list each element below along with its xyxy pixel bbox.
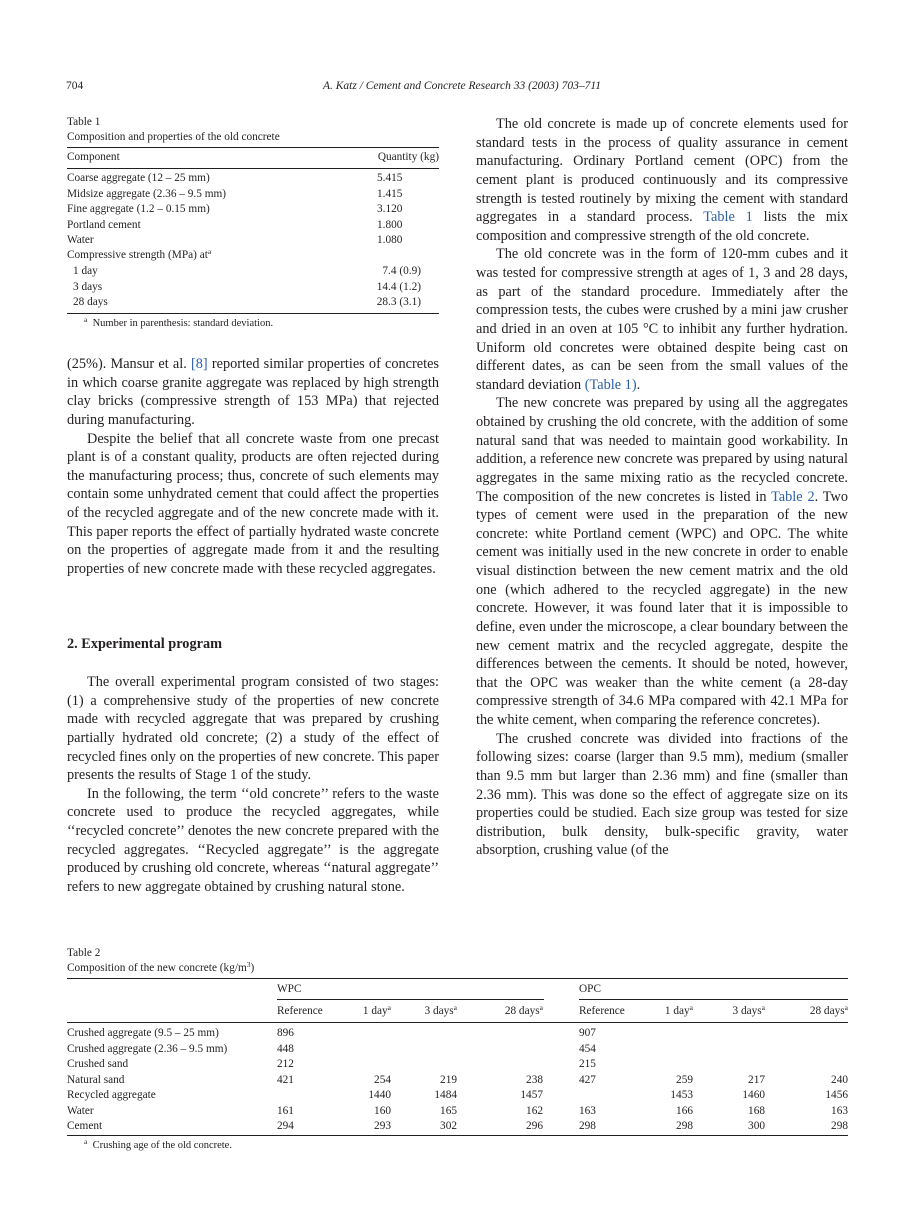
paragraph [476, 245, 848, 394]
table-1-top-rule [67, 147, 439, 148]
table-2-cell: 1457 [520, 1089, 543, 1101]
table-2-col-label: 1 day [362, 1005, 388, 1017]
table-2-col-3days [732, 1005, 765, 1017]
table-2-col-mark: a [539, 1003, 543, 1012]
table-2-footnote-text: Crushing age of the old concrete. [92, 1140, 232, 1151]
table-2-top-rule [67, 978, 848, 979]
right-column [476, 115, 848, 860]
paragraph: Despite the belief that all concrete waste from one precast plant is of a constant quality, products are often rejected during the manufacturing process; thus, concrete of such elements may contain some unhydrated cement that could affect the properties of the recycled aggregate and of the new concrete made with it. This paper reports the effect of partially hydrated waste concrete on the properties of aggregate made from it and the resulting properties of new concrete made with these recycled aggregates. [67, 430, 439, 577]
paragraph-text: . Two types of cement were used in the preparation of the new concrete: white Portland cement (WPC) and OPC. The white cement was initially used in the new concrete in order to enable visual distinction between the new cement matrix and the old one (which adhered to the recycled aggregate) in the new concrete. However, it was found later that it is impossible to define, even under the microscope, a clear boundary between the new cement matrix and the recycled aggregate, despite the differences between the cements. It should be noted, however, that the OPC was weaker than the white cement (a 28-day compressive strength of 34.6 MPa compared with 42.1 MPa for the white cement, when comparing the reference concretes). [476, 488, 848, 728]
table-cell-quantity: 1.415 [377, 187, 403, 200]
table-2-cell: 907 [579, 1027, 596, 1039]
table-2-cell: 217 [748, 1073, 765, 1086]
table-2-row-label: Crushed aggregate (2.36 – 9.5 mm) [67, 1042, 228, 1055]
table-row [67, 219, 439, 235]
table-2-link[interactable]: Table 2 [771, 488, 815, 505]
table-2-header-rule [67, 1022, 848, 1023]
table-2-cell: 168 [748, 1104, 765, 1117]
table-cell-strength: 14.4 (1.2) [376, 280, 421, 293]
table-2-cell: 166 [676, 1104, 693, 1117]
table-2-col-mark: a [761, 1003, 765, 1012]
paragraph-text: The old concrete was in the form of 120-mm cubes and it was tested for compressive strength at ages of 1, 3 and 28 days, as part of the standard procedure. Immediately after the compression tests, the cubes were crushed by a mini jaw crusher and dried in an oven at 105 °C to inhibit any further hydration. Uniform old concretes were obtained despite being cast on different dates, as can be seen from the small values of the standard deviation [476, 246, 848, 393]
table-2-col-28days [810, 1005, 848, 1017]
table-2-cell: 160 [374, 1104, 391, 1117]
table-cell-quantity: 1.800 [377, 218, 403, 231]
left-column-upper [67, 355, 439, 579]
paragraph [476, 115, 848, 245]
table-cell-quantity: 3.120 [377, 203, 403, 215]
left-column-lower [67, 673, 439, 897]
table-2-cell: 293 [374, 1120, 391, 1132]
table-2-row-label: Crushed aggregate (9.5 – 25 mm) [67, 1027, 219, 1039]
table-2-cell: 448 [277, 1042, 294, 1055]
reference-link-8[interactable]: [8] [190, 356, 208, 372]
paragraph-text: . [636, 376, 641, 393]
table-2-cell: 296 [526, 1120, 543, 1132]
table-2-cell: 215 [579, 1058, 596, 1070]
table-2-row-label: Natural sand [67, 1073, 125, 1086]
section-heading: 2. Experimental program [67, 636, 222, 652]
table-2-col-mark: a [387, 1003, 391, 1012]
table-2-cell: 298 [831, 1120, 848, 1132]
table-1-bottom-rule [67, 313, 439, 314]
table-cell-component: Water [67, 234, 94, 246]
table-2-cell: 161 [277, 1104, 294, 1117]
table-2-col-3days [424, 1005, 457, 1017]
table-2-bottom-rule [67, 1135, 848, 1136]
table-2-cell: 421 [277, 1073, 294, 1086]
table-cell-component: Midsize aggregate (2.36 – 9.5 mm) [67, 187, 227, 200]
paragraph-text: The new concrete was prepared by using all the aggregates obtained by crushing the old concrete, with the addition of some natural sand that was needed to maintain good workability. In addition, a reference new concrete was prepared by using natural aggregates in the same mixing ratio as the recycled concrete. The composition of the new concretes is listed in [476, 395, 848, 505]
table-1-link[interactable]: (Table 1) [584, 376, 637, 393]
table-cell-component: Portland cement [67, 218, 141, 231]
table-1-caption: Composition and properties of the old concrete [67, 131, 280, 143]
paragraph: The crushed concrete was divided into fractions of the following sizes: coarse (larger than 9.5 mm), medium (smaller than 9.5 mm but larger than 2.36 mm) and fine (smaller than 2.36 mm). This was done so the effect of aggregate size on its properties could be studied. Each size group was tested for size distribution, bulk density, bulk-specific gravity, water absorption, crushing value (of the [476, 730, 848, 859]
table-2-col-mark: a [844, 1003, 848, 1012]
paragraph: In the following, the term ‘‘old concrete’’ refers to the waste concrete used to produce the recycled aggregates, while ‘‘recycled concrete’’ denotes the new concrete prepared with the recycled aggregates. ‘‘Recycled aggregate’’ is the aggregate produced by crushing old concrete, whereas ‘‘natural aggregate’’ refers to new aggregate obtained by crushing natural stone. [67, 785, 439, 895]
table-cell-age: 3 days [73, 280, 103, 293]
table-cell-strength: 7.4 (0.9) [382, 265, 421, 277]
table-cell-age: 28 days [73, 296, 108, 308]
table-2-cell: 454 [579, 1042, 596, 1055]
table-2-cell: 165 [440, 1104, 457, 1117]
table-2-col-label: 3 days [424, 1005, 454, 1017]
table-2-group-wpc: WPC [277, 983, 302, 995]
table-cell-quantity: 5.415 [377, 172, 403, 184]
table-row [67, 203, 439, 219]
table-row [67, 296, 439, 312]
table-2-caption-text: Composition of the new concrete (kg/m [67, 962, 247, 974]
table-2-cell: 298 [579, 1120, 596, 1132]
table-1-col-component: Component [67, 151, 120, 163]
table-1-strength-label: Compressive strength (MPa) at [67, 249, 208, 261]
table-2-cell: 1456 [825, 1089, 848, 1101]
table-2-row-label: Recycled aggregate [67, 1089, 156, 1101]
table-2-cell: 896 [277, 1027, 294, 1039]
table-cell-component: Fine aggregate (1.2 – 0.15 mm) [67, 203, 210, 215]
table-2-cell: 212 [277, 1058, 294, 1070]
table-2-cell: 300 [748, 1120, 765, 1132]
table-2-col-label: 1 day [664, 1005, 690, 1017]
paragraph-text: The old concrete is made up of concrete elements used for standard tests in the process of quality assurance in cement manufacturing. Ordinary Portland cement (OPC) from the cement plant is produced continuously and its compressive strength is tested routinely by mixing the cement with standard aggregates in a standard process. [476, 116, 848, 226]
paragraph [67, 355, 439, 430]
table-2-cell: 254 [374, 1073, 391, 1086]
table-cell-component: Coarse aggregate (12 – 25 mm) [67, 172, 210, 184]
paragraph-text: lists the mix composition and compressive strength of the old concrete. [476, 209, 848, 244]
table-row [67, 265, 439, 281]
table-2-label: Table 2 [67, 947, 101, 959]
table-2-footnote-mark: a [84, 1137, 88, 1146]
table-2-col-1day [665, 1005, 693, 1017]
table-1-header-rule [67, 168, 439, 169]
table-1-header-row [67, 151, 439, 167]
table-2-cell: 427 [579, 1073, 596, 1086]
table-2-caption-sup: 3 [246, 960, 251, 969]
table-2-opc-rule [579, 999, 848, 1000]
table-2-cell: 219 [440, 1073, 457, 1086]
paragraph: The overall experimental program consisted of two stages: (1) a comprehensive study of the properties of new concrete made with recycled aggregate that was prepared by crushing partially hydrated old concrete; (2) a study of the effect of recycled fines only on the properties of new concrete. This paper presents the results of Stage 1 of the study. [67, 674, 439, 784]
table-2-col-1day [363, 1005, 391, 1017]
table-1-col-quantity: Quantity (kg) [377, 151, 439, 163]
table-row [67, 281, 439, 297]
table-2-row-label: Water [67, 1104, 94, 1117]
table-2-col-label: 28 days [504, 1005, 540, 1017]
table-2-row-label: Cement [67, 1120, 103, 1132]
table-2-cell: 259 [676, 1073, 693, 1086]
table-row [67, 172, 439, 188]
table-2-col-reference: Reference [277, 1005, 323, 1017]
paragraph-text: (25%). Mansur et al. [67, 356, 191, 372]
table-2-wpc-rule [277, 999, 544, 1000]
table-2-cell: 294 [277, 1120, 294, 1132]
table-1-label: Table 1 [67, 116, 101, 128]
table-cell-age: 1 day [73, 265, 98, 277]
table-1-footnote-text: Number in parenthesis: standard deviation. [92, 318, 274, 329]
table-2-cell: 238 [526, 1073, 543, 1086]
table-2-cell: 1440 [368, 1089, 391, 1101]
table-1-strength-heading [67, 249, 439, 265]
table-2-cell: 163 [579, 1104, 596, 1117]
table-cell-strength: 28.3 (3.1) [376, 296, 421, 308]
table-cell-quantity: 1.080 [377, 234, 403, 246]
paragraph [476, 394, 848, 729]
table-2-cell: 1453 [670, 1089, 693, 1101]
table-1-footnote [84, 315, 274, 329]
table-2-group-opc: OPC [579, 983, 601, 995]
table-2-col-reference: Reference [579, 1005, 625, 1017]
table-row [67, 234, 439, 250]
table-row [67, 188, 439, 204]
table-2-cell: 163 [831, 1104, 848, 1117]
running-title: A. Katz / Cement and Concrete Research 33 (2003) 703–711 [322, 80, 602, 92]
table-1-strength-mark: a [207, 247, 212, 256]
table-1-link[interactable]: Table 1 [703, 209, 753, 226]
table-2-cell: 1460 [742, 1089, 765, 1101]
page-number: 704 [66, 80, 84, 92]
table-2-col-28days [505, 1005, 543, 1017]
table-2-col-mark: a [689, 1003, 693, 1012]
table-2-cell: 1484 [434, 1089, 457, 1101]
table-2-col-mark: a [453, 1003, 457, 1012]
table-2-cell: 240 [831, 1073, 848, 1086]
table-2-cell: 298 [676, 1120, 693, 1132]
table-2-footnote [84, 1137, 232, 1151]
table-2-row-label: Crushed sand [67, 1058, 129, 1070]
paragraph-text: reported similar properties of concretes in which coarse granite aggregate was replaced by high strength clay bricks (compressive strength of 153 MPa) that rejected during manufacturing. [67, 356, 439, 428]
table-1-footnote-mark: a [84, 315, 88, 324]
table-2-cell: 302 [440, 1120, 457, 1132]
table-2-cell: 162 [526, 1104, 543, 1117]
table-2-caption [67, 961, 254, 977]
table-2-col-label: 28 days [809, 1005, 845, 1017]
table-2-col-label: 3 days [732, 1005, 762, 1017]
table-2-caption-end: ) [250, 962, 255, 974]
